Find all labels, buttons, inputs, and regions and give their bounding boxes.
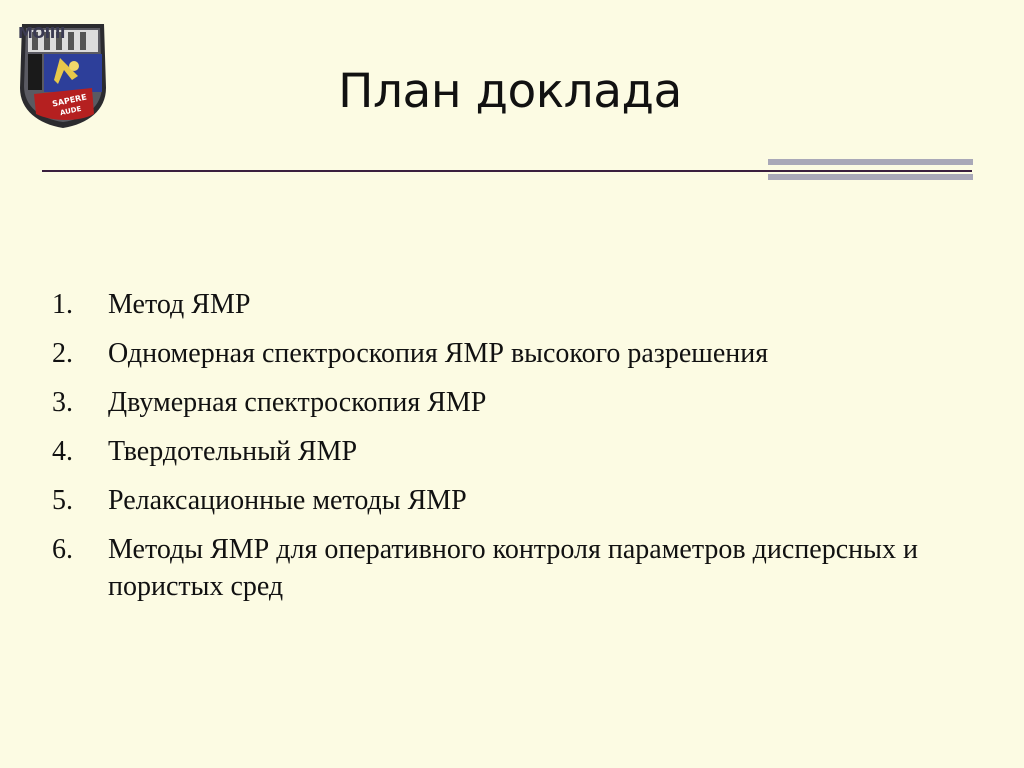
agenda-item-text: Методы ЯМР для оперативного контроля параметров дисперсных и пористых сред (108, 534, 918, 602)
agenda-item-2 (44, 335, 964, 372)
logo-text-motto-2: AUDE (59, 104, 83, 118)
agenda-item-number: 6. (52, 534, 73, 565)
agenda-item-6 (44, 531, 964, 605)
agenda-item-3 (44, 384, 964, 421)
agenda-item-text: Метод ЯМР (108, 289, 251, 320)
title-divider-accent (768, 159, 973, 180)
agenda-item-text: Одномерная спектроскопия ЯМР высокого разрешения (108, 338, 769, 369)
agenda-item-text: Твердотельный ЯМР (108, 436, 358, 467)
agenda-list (44, 286, 964, 617)
agenda-item-text: Двумерная спектроскопия ЯМР (108, 387, 487, 418)
logo-lettering (14, 18, 112, 130)
agenda-item-4 (44, 433, 964, 470)
logo-text-top: MOIIII (18, 24, 66, 42)
divider-band-upper (768, 159, 973, 165)
agenda-item-number: 3. (52, 387, 73, 418)
slide-title: План доклада (338, 64, 682, 119)
divider-band-lower (768, 174, 973, 180)
agenda-item-1 (44, 286, 964, 323)
agenda-item-number: 5. (52, 485, 73, 516)
agenda-item-number: 4. (52, 436, 73, 467)
agenda-item-number: 2. (52, 338, 73, 369)
agenda-item-text: Релаксационные методы ЯМР (108, 485, 467, 516)
agenda-item-5 (44, 482, 964, 519)
logo-text-motto-1: SAPERE (51, 92, 88, 109)
agenda-item-number: 1. (52, 289, 73, 320)
